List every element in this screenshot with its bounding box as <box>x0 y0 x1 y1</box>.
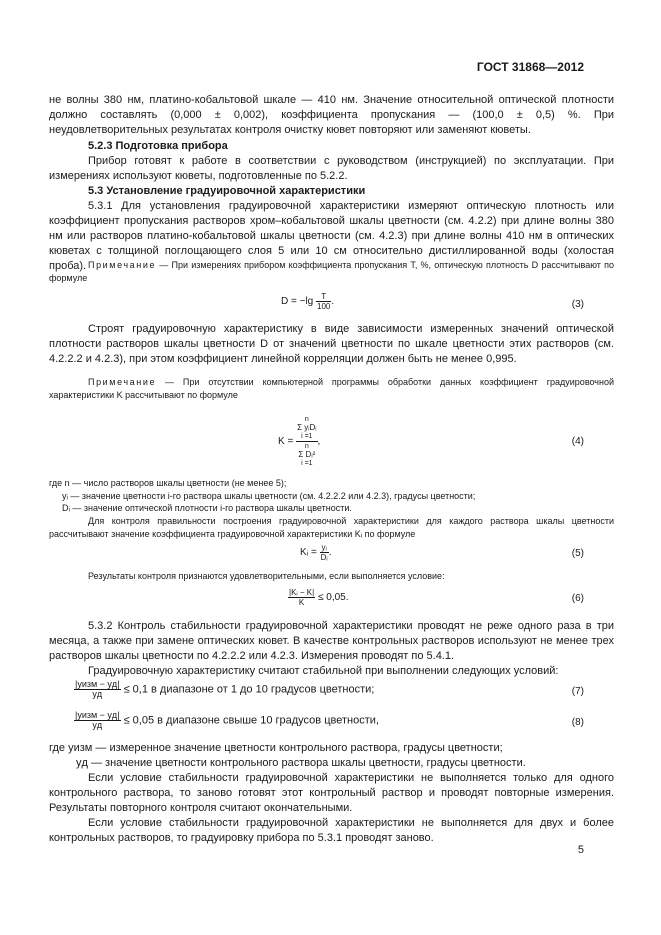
equation-3 <box>281 292 334 311</box>
equation-6 <box>288 588 349 607</box>
eq4-num-body: Σ yᵢDᵢ <box>297 423 317 432</box>
paragraph-if-two: Если условие стабильности градуировочной характеристики не выполняется для двух и более контрольных растворов, то градуировку прибора по 5.3.1 проводят заново. <box>49 817 614 844</box>
equation-5 <box>300 543 331 562</box>
eq4-den-top: n <box>304 443 309 450</box>
paragraph-result: Результаты контроля признаются удовлетворительными, если выполняется условие: <box>88 571 445 581</box>
eq4-lhs: K = <box>278 436 294 447</box>
eq5-lhs: Kᵢ = <box>300 547 317 559</box>
paragraph-if-one: Если условие стабильности градуировочной характеристики не выполняется только для одного контрольного раствора, то заново готовят этот контрольный раствор и проводят повторные измерения. Результаты повторного контроля считают окончательными. <box>49 772 614 814</box>
where-di: Dᵢ — значение оптической плотности i-го раствора шкалы цветности. <box>62 503 352 513</box>
document-header: ГОСТ 31868—2012 <box>476 60 584 74</box>
note-label: Примечание <box>88 377 157 387</box>
paragraph-stable: Градуировочную характеристику считают стабильной при выполнении следующих условий: <box>88 665 559 677</box>
eq3-lhs: D = −lg <box>281 296 314 308</box>
eq7-num: |yизм − yд| <box>75 679 120 689</box>
equation-number-7: (7) <box>571 686 584 697</box>
eq4-tail: , <box>317 436 321 447</box>
equation-4 <box>278 415 320 468</box>
eq3-tail: . <box>331 296 335 308</box>
paragraph-intro: не волны 380 нм, платино-кобальтовой шкале — 410 нм. Значение относительной оптической плотности должно составлять (0,000 ± 0,002), коэффициента пропускания — (100,0 ± 0,5) %. При неудовлетворительных результатах контроля очистку кювет повторяют или заменяют кюветы. <box>49 94 614 136</box>
where-y-d: yд — значение цветности контрольного раствора шкалы цветности, градусы цветности. <box>76 757 526 769</box>
note-2 <box>49 376 614 402</box>
paragraph-5-2-3: Прибор готовят к работе в соответствии с руководством (инструкцией) по эксплуатации. При измерениях используют кюветы, подготовленные по 5.2.2. <box>49 155 614 182</box>
eq5-num: yᵢ <box>321 543 327 552</box>
where-yi: yᵢ — значение цветности i-го раствора шкалы цветности (см. 4.2.2.2 или 4.2.3), градусы цветности; <box>62 491 476 501</box>
page-number: 5 <box>577 844 584 856</box>
paragraph-5-3-1: 5.3.1 Для установления градуировочной характеристики измеряют оптическую плотность или коэффициент пропускания растворов хром–кобальтовой шкалы цветности (см. 4.2.2) при длине волны 380 нм или растворов платино-кобальтовой шкалы цветности (см. 4.2.3) при длине волны 410 нм в оптических кюветах с толщиной поглощающего слоя 5 или 10 см относительно дистиллированной воды (холостая проба). <box>49 200 614 272</box>
eq3-den: 100 <box>317 302 331 311</box>
eq6-tail: ≤ 0,05. <box>317 592 349 604</box>
equation-number-5: (5) <box>571 548 584 559</box>
eq3-num: T <box>316 292 331 302</box>
note-label: Примечание <box>88 260 157 270</box>
section-heading-5-3: 5.3 Установление градуировочной характеристики <box>88 185 366 197</box>
eq5-den: Dᵢ <box>320 553 328 562</box>
eq6-num: |Kᵢ − K| <box>289 588 315 597</box>
eq7-tail: ≤ 0,1 в диапазоне от 1 до 10 градусов цветности; <box>123 683 375 696</box>
note-text: — При отсутствии компьютерной программы обработки данных коэффициент градуировочной характеристики K рассчитывают по формуле <box>49 377 614 400</box>
eq8-tail: ≤ 0,05 в диапазоне свыше 10 градусов цветности, <box>123 714 379 727</box>
equation-number-6: (6) <box>571 593 584 604</box>
eq4-num-top: n <box>304 416 309 423</box>
eq4-den-body: Σ Dᵢ² <box>298 450 316 459</box>
equation-7 <box>74 680 374 699</box>
eq8-den: yд <box>92 720 103 730</box>
eq5-tail: . <box>328 547 332 559</box>
equation-number-8: (8) <box>571 717 584 728</box>
equation-number-4: (4) <box>571 436 584 447</box>
eq4-num-bot: i =1 <box>301 433 313 440</box>
where-y-izm: где yизм — измеренное значение цветности контрольного раствора, градусы цветности; <box>49 742 503 754</box>
eq8-num: |yизм − yд| <box>75 710 120 720</box>
where-n: где n — число растворов шкалы цветности (не менее 5); <box>49 478 287 488</box>
eq4-den-bot: i =1 <box>301 460 313 467</box>
note-text: — При измерениях прибором коэффициента пропускания T, %, оптическую плотность D рассчитывают по формуле <box>49 260 614 283</box>
equation-number-3: (3) <box>571 299 584 310</box>
equation-8 <box>74 711 379 730</box>
paragraph-control: Для контроля правильности построения градуировочной характеристики для каждого раствора шкалы цветности рассчитывают значение коэффициента градуировочной характеристики Kᵢ по формуле <box>49 516 614 539</box>
section-heading-5-2-3: 5.2.3 Подготовка прибора <box>88 140 228 152</box>
eq6-den: K <box>298 598 305 607</box>
paragraph-build: Строят градуировочную характеристику в виде зависимости измеренных значений оптической плотности растворов шкалы цветности D от значений цветности по шкале цветности этих растворов (см. 4.2.2.2 и 4.2.3), при этом коэффициент линейной корреляции должен быть не менее 0,995. <box>49 323 614 365</box>
eq7-den: yд <box>92 689 103 699</box>
paragraph-5-3-2: 5.3.2 Контроль стабильности градуировочной характеристики проводят не реже одного раза в три месяца, а также при замене оптических кювет. В качестве контрольных растворов используют не менее трех растворов шкалы цветности по 4.2.2.2 или 4.2.3. Измерения проводят по 5.4.1. <box>49 620 614 662</box>
note-1 <box>49 259 614 285</box>
